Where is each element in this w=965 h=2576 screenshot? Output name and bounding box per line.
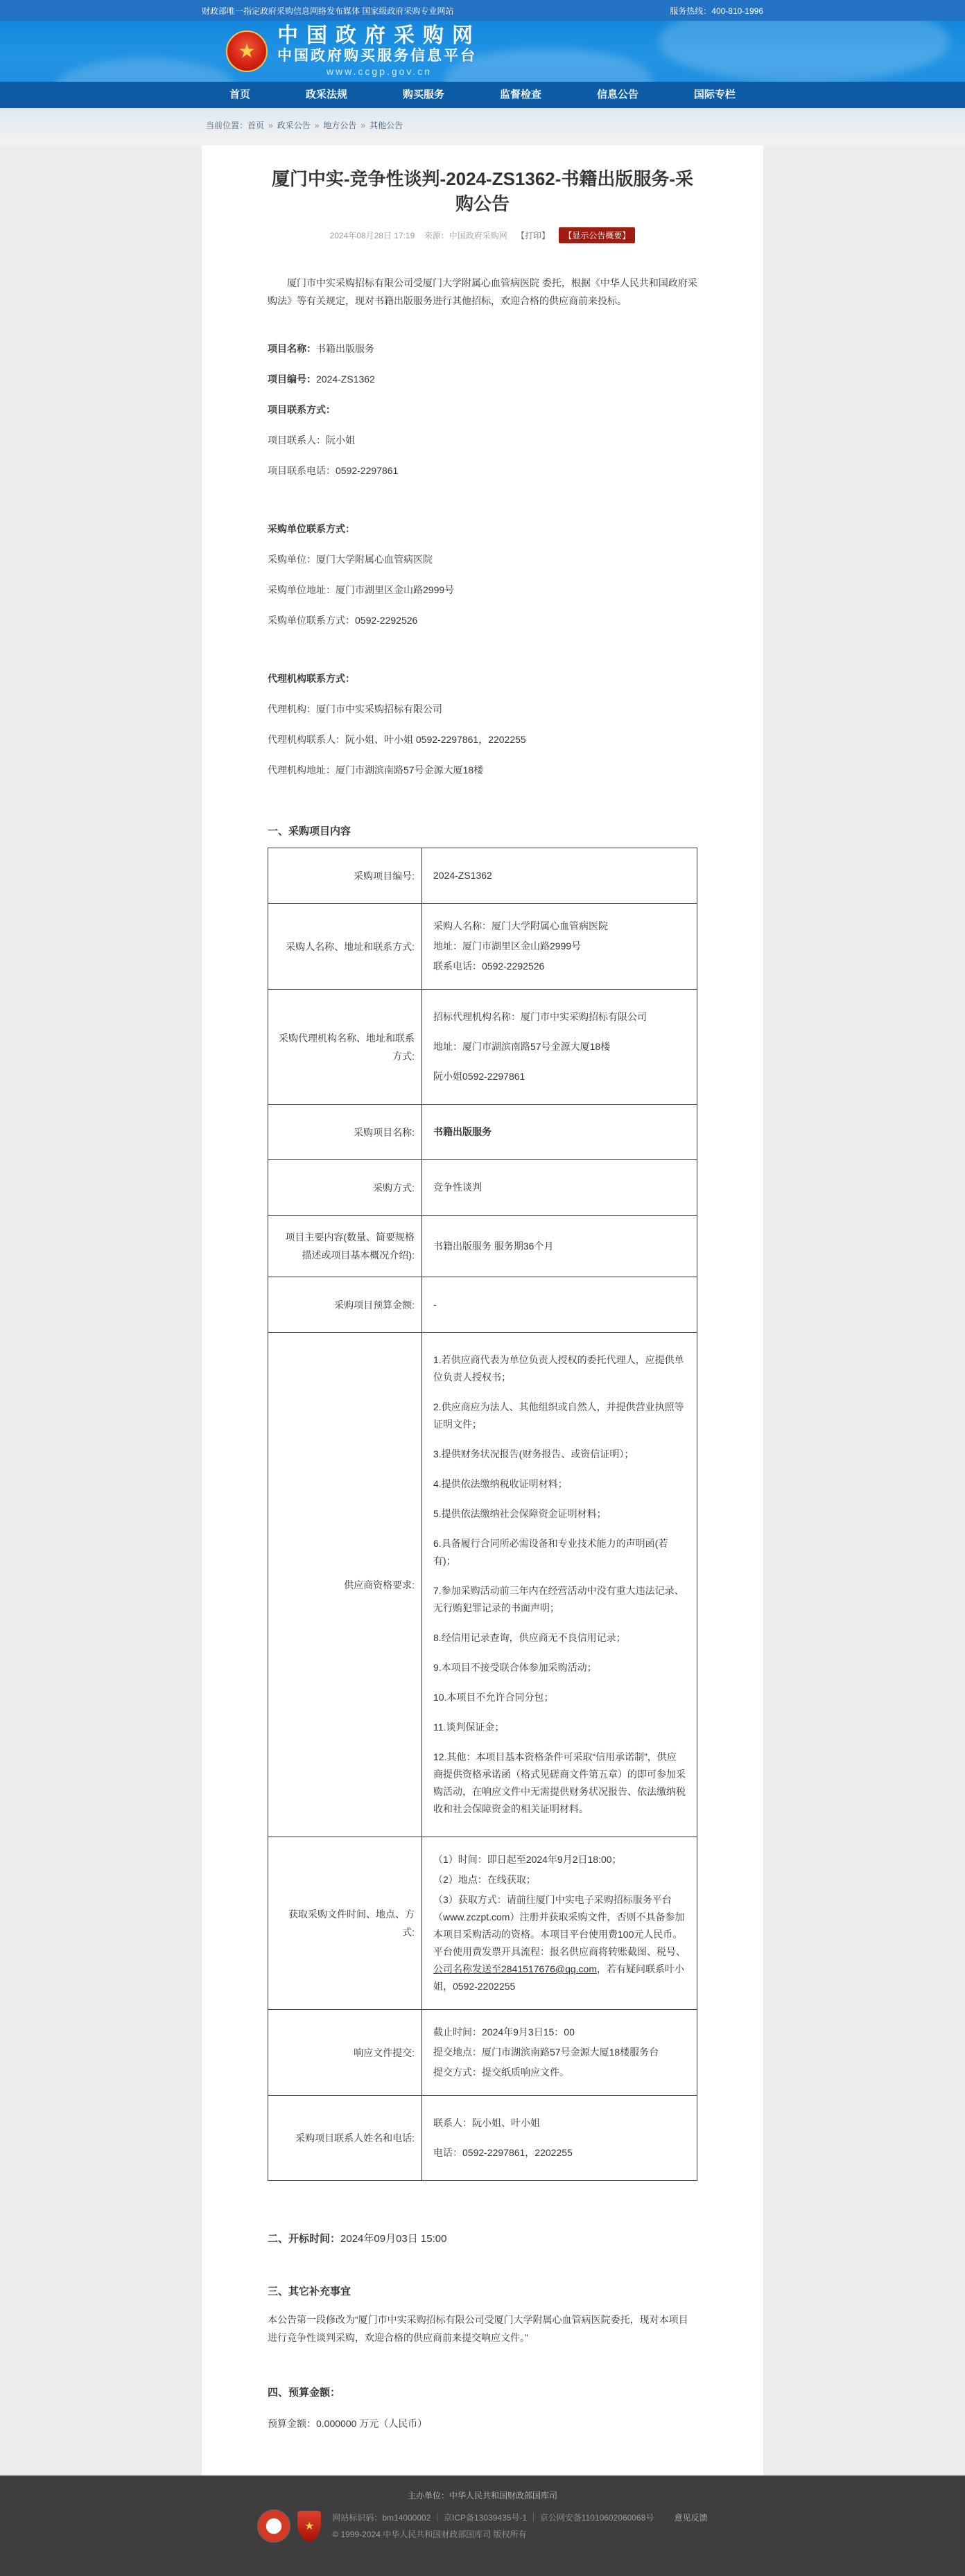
table-value-line: 6.具备履行合同所必需设备和专业技术能力的声明函(若有)； [433,1538,668,1566]
breadcrumb-bar [0,108,965,146]
field-line [268,333,697,364]
table-value-line: 5.提供依法缴纳社会保障资金证明材料； [433,1508,607,1519]
field-value: 厦门市湖里区金山路2999号 [336,584,455,595]
table-row-label: 采购项目预算金额: [268,1277,422,1333]
field-line [268,663,697,694]
footer-meta-line: 网站标识码：bm14000002 ｜ 京ICP备13039435号-1 ｜ 京公网安备11010602060068号 [332,2513,654,2523]
field-value: 阮小姐、叶小姐 0592-2297861，2202255 [345,734,526,745]
breadcrumb-item[interactable]: 政采公告 [277,121,311,130]
field-value: 阮小姐 [326,435,355,446]
table-row [268,1277,697,1333]
feedback-link[interactable]: 意见反馈 [674,2513,708,2523]
breadcrumb-item[interactable]: 地方公告 [323,121,357,130]
cloud-decoration [55,59,236,82]
site-subtitle: 中国政府购买服务信息平台 [277,48,477,64]
table-row-label: 采购方式: [268,1160,422,1216]
table-value-line: 2024-ZS1362 [433,870,492,881]
field-label: 项目联系方式： [268,404,336,415]
field-label: 采购单位地址： [268,584,336,595]
site-tagline: 财政部唯一指定政府采购信息网络发布媒体 国家级政府采购专业网站 [202,6,454,16]
table-row-label: 采购代理机构名称、地址和联系方式: [268,990,422,1105]
table-row [268,2096,697,2181]
table-row-value [422,1333,697,1837]
gov-site-error-report-badge-icon[interactable] [257,2509,290,2543]
announcement-card [202,146,763,2476]
table-value-line: 地址：厦门市湖里区金山路2999号 [433,940,582,952]
breadcrumb-separator: » [360,121,366,130]
field-label: 项目联系电话： [268,465,336,476]
field-label: 采购单位： [268,554,316,565]
field-value: 0592-2297861 [336,465,399,476]
field-value: 厦门市湖滨南路57号金源大厦18楼 [336,764,484,776]
site-url: www.ccgp.gov.cn [326,66,433,77]
nav-item[interactable]: 信息公告 [596,89,638,100]
table-row-value [422,1105,697,1160]
email-link[interactable]: 公司名称发送至2841517676@qq.com [433,1963,597,1974]
table-row-label: 供应商资格要求: [268,1333,422,1837]
table-row-value [422,1277,697,1333]
nav-item[interactable]: 首页 [229,89,251,100]
table-row [268,1105,697,1160]
table-value-line: 采购人名称：厦门大学附属心血管病医院 [433,920,608,931]
table-value-line: 联系电话：0592-2292526 [433,961,545,972]
site-logo[interactable] [226,25,481,78]
table-row [268,2010,697,2096]
field-value: 书籍出版服务 [316,343,374,354]
table-value-line: 1.若供应商代表为单位负责人授权的委托代理人，应提供单位负责人授权书； [433,1354,684,1383]
field-label: 采购单位联系方式： [268,523,355,534]
table-row-label: 采购项目联系人姓名和电话: [268,2096,422,2181]
table-row-value [422,2096,697,2181]
section3-heading: 三、其它补充事宜 [268,2286,351,2297]
breadcrumb-separator: » [268,121,273,130]
field-line [268,394,697,425]
page-title: 厦门中实-竞争性谈判-2024-ZS1362-书籍出版服务-采购公告 [271,168,694,214]
table-row-label: 采购项目编号: [268,848,422,904]
table-row-label: 采购项目名称: [268,1105,422,1160]
table-value-line: 阮小姐0592-2297861 [433,1071,525,1082]
table-value-line: 提交地点：厦门市湖滨南路57号金源大厦18楼服务台 [433,2047,659,2058]
table-value-line: 地址：厦门市湖滨南路57号金源大厦18楼 [433,1041,611,1052]
budget-amount: 预算金额：0.000000 万元（人民币） [268,2418,428,2429]
section4-heading: 四、预算金额： [268,2387,341,2399]
table-value-line: 书籍出版服务 [433,1126,492,1137]
field-label: 代理机构联系人： [268,734,345,745]
article-source: 来源：中国政府采购网 [424,231,507,240]
field-label: 项目名称： [268,343,316,354]
field-gap [268,486,697,514]
article-meta [268,227,697,243]
bid-opening-label: 二、开标时间： [268,2233,341,2245]
bid-opening-value: 2024年09月03日 15:00 [340,2233,447,2245]
table-row-value [422,1216,697,1277]
intro-paragraph: 厦门市中实采购招标有限公司受厦门大学附属心血管病医院 委托，根据《中华人民共和国政府采购法》等有关规定，现对书籍出版服务进行其他招标，欢迎合格的供应商前来投标。 [268,277,697,306]
field-line [268,425,697,455]
cloud-decoration [659,21,950,82]
table-row [268,1333,697,1837]
table-value-line: （1）时间：即日起至2024年9月2日18:00； [433,1854,622,1865]
breadcrumb-separator: » [314,121,320,130]
breadcrumb-item[interactable]: 其他公告 [370,121,403,130]
site-footer [0,2476,965,2576]
field-label: 代理机构： [268,703,316,715]
field-label: 项目联系人： [268,435,326,446]
field-label: 采购单位联系方式： [268,615,355,626]
table-row-value [422,1837,697,2010]
table-value-line: 2.供应商应为法人、其他组织或自然人，并提供营业执照等证明文件； [433,1401,684,1430]
field-value: 厦门市中实采购招标有限公司 [316,703,442,715]
table-value-line: 竞争性谈判 [433,1182,482,1193]
nav-item[interactable]: 购买服务 [402,89,444,100]
breadcrumb [202,119,763,131]
trusted-site-shield-badge-icon[interactable]: ★ [297,2511,321,2541]
table-row [268,990,697,1105]
table-value-line: 电话：0592-2297861，2202255 [433,2147,573,2158]
section1-heading: 一、采购项目内容 [268,825,351,837]
publish-datetime: 2024年08月28日 17:19 [329,231,415,240]
nav-item[interactable]: 国际专栏 [693,89,736,100]
table-row-value [422,990,697,1105]
breadcrumb-item[interactable]: 首页 [247,121,265,130]
table-value-line: 联系人：阮小姐、叶小姐 [433,2117,540,2128]
table-value-line: 10.本项目不允许合同分包； [433,1692,554,1703]
table-value-line: 3.提供财务状况报告(财务报告、或资信证明）； [433,1448,634,1460]
table-value-line: 8.经信用记录查询，供应商无不良信用记录； [433,1632,626,1643]
table-value-line: 招标代理机构名称：厦门市中实采购招标有限公司 [433,1011,647,1022]
table-row-label: 获取采购文件时间、地点、方式: [268,1837,422,2010]
site-name: 中国政府采购网 [277,24,481,47]
bid-opening-time [268,2231,697,2245]
site-header [0,21,965,82]
table-value-line: 7.参加采购活动前三年内在经营活动中没有重大违法记录、无行贿犯罪记录的书面声明； [433,1585,684,1613]
nav-item[interactable]: 监督检查 [499,89,541,100]
field-line [268,755,697,785]
table-value-line: （3）获取方式：请前往厦门中实电子采购招标服务平台（www.zczpt.com）注册并获取采购文件，否则不具备参加本项目采购活动的资格。本项目平台使用费100元人民币。平台使用费发票开具流程：报名供应商将转账截图、税号、公司名称发送至2841517676@qq.com，若有疑问联系叶小姐，0592-2202255 [433,1894,686,1992]
section3-text: 本公告第一段修改为“厦门市中实采购招标有限公司受厦门大学附属心血管病医院委托，现对本项目进行竞争性谈判采购，欢迎合格的供应商前来提交响应文件。” [268,2314,688,2343]
field-gap [268,636,697,663]
procurement-info-table [268,848,697,2181]
table-row-value [422,2010,697,2096]
print-button[interactable]: 【打印】 [516,231,550,240]
field-label: 代理机构地址： [268,764,336,776]
table-row-value [422,904,697,990]
contact-fields [268,333,697,785]
table-row-label: 响应文件提交: [268,2010,422,2096]
show-summary-button[interactable]: 【显示公告概要】 [559,227,635,243]
table-row-value [422,848,697,904]
table-value-line: 书籍出版服务 服务期36个月 [433,1240,554,1252]
table-value-line: - [433,1299,437,1310]
field-line [268,605,697,636]
service-hotline: 服务热线：400-810-1996 [670,6,763,16]
field-value: 0592-2292526 [355,615,418,626]
table-row [268,1837,697,2010]
table-row-label: 采购人名称、地址和联系方式: [268,904,422,990]
table-row-label: 项目主要内容(数量、简要规格描述或项目基本概况介绍): [268,1216,422,1277]
nav-item[interactable]: 政采法规 [305,89,347,100]
top-bar [0,0,965,21]
field-line [268,544,697,575]
table-row [268,904,697,990]
table-value-line: （2）地点：在线获取； [433,1874,536,1885]
main-nav [0,82,965,108]
national-emblem-icon: ★ [226,30,268,72]
table-row [268,1216,697,1277]
table-value-line: 11.谈判保证金； [433,1721,505,1733]
field-line [268,694,697,724]
table-value-line: 4.提供依法缴纳税收证明材料； [433,1478,568,1489]
field-value: 厦门大学附属心血管病医院 [316,554,433,565]
table-value-line: 12.其他：本项目基本资格条件可采取“信用承诺制”，供应商提供资格承诺函（格式见磋商文件第五章）的即可参加采购活动，在响应文件中无需提供财务状况报告、依法缴纳税收和社会保障资金的相关证明材料。 [433,1751,686,1814]
table-row [268,1160,697,1216]
table-row [268,848,697,904]
footer-organizer: 主办单位：中华人民共和国财政部国库司 [407,2491,557,2500]
field-line [268,724,697,755]
field-label: 项目编号： [268,374,316,385]
field-line [268,514,697,544]
table-value-line: 截止时间：2024年9月3日15：00 [433,2026,575,2038]
breadcrumb-label: 当前位置： [206,121,248,130]
footer-copyright: © 1999-2024 中华人民共和国财政部国库司 版权所有 [332,2530,527,2539]
table-value-line: 提交方式：提交纸质响应文件。 [433,2067,569,2078]
table-row-value [422,1160,697,1216]
field-line [268,364,697,394]
field-value: 2024-ZS1362 [316,374,375,385]
table-value-line: 9.本项目不接受联合体参加采购活动； [433,1662,597,1673]
field-label: 代理机构联系方式： [268,673,355,684]
field-line [268,575,697,605]
field-line [268,455,697,486]
